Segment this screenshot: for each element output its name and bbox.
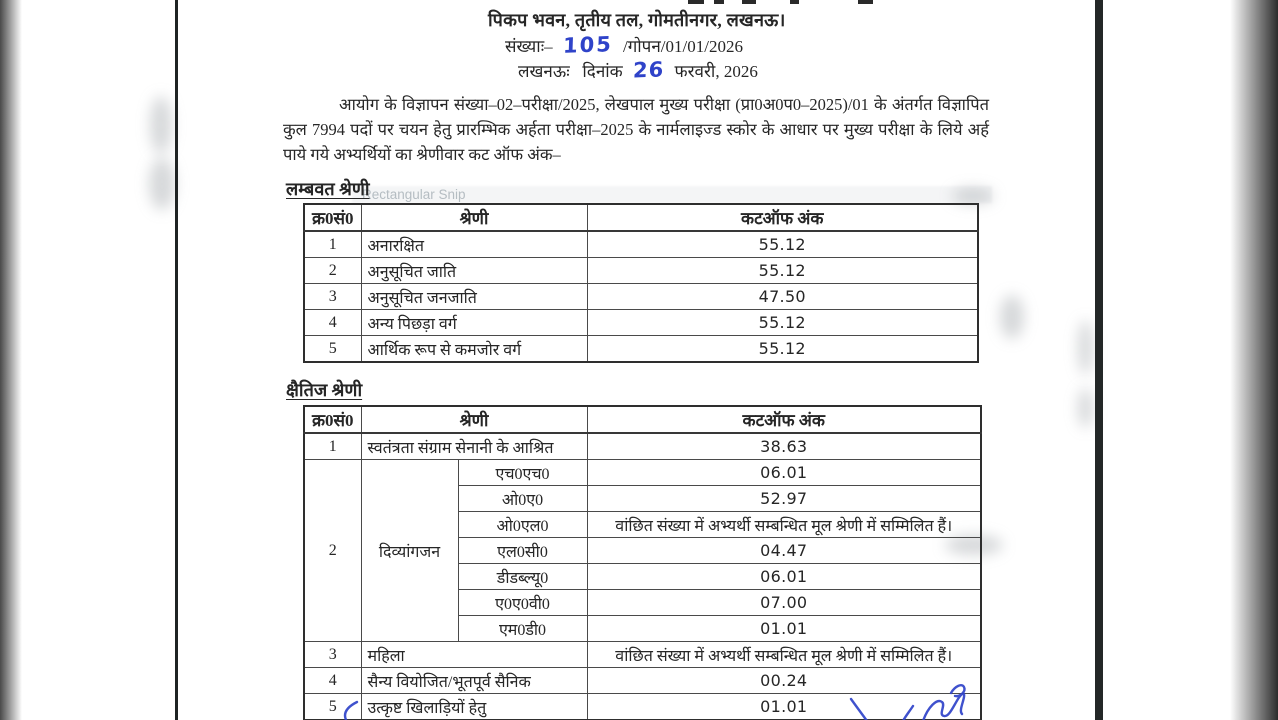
table-row-sportsperson bbox=[304, 694, 981, 720]
cutoff-cell: 47.50 bbox=[587, 284, 978, 310]
cutoff-cell: 06.01 bbox=[587, 460, 981, 486]
handwritten-date-day: 26 bbox=[632, 57, 665, 83]
header-cutoff: कटऑफ अंक bbox=[587, 204, 978, 231]
table-row-female bbox=[304, 642, 981, 668]
horizontal-category-table bbox=[303, 405, 982, 720]
category-cell: महिला bbox=[361, 642, 587, 668]
category-cell: अनुसूचित जनजाति bbox=[361, 284, 587, 310]
photo-shadow-right bbox=[1230, 0, 1278, 720]
category-cell: उत्कृष्ट खिलाड़ियों हेतु bbox=[361, 694, 587, 720]
cutoff-cell: 01.01 bbox=[587, 616, 981, 642]
header-serial: क्र0सं0 bbox=[304, 406, 361, 433]
serial-cell: 3 bbox=[304, 284, 361, 310]
category-cell: आर्थिक रूप से कमजोर वर्ग bbox=[361, 336, 587, 363]
letter-number-prefix: संख्याः– bbox=[505, 37, 553, 56]
vertical-category-table bbox=[303, 203, 979, 363]
serial-cell: 2 bbox=[304, 258, 361, 284]
vertical-category-heading: लम्बवत श्रेणी bbox=[286, 179, 370, 199]
cutoff-cell: 38.63 bbox=[587, 433, 981, 460]
subcategory-cell: एच0एच0 bbox=[458, 460, 587, 486]
serial-cell: 4 bbox=[304, 668, 361, 694]
scan-smudge bbox=[149, 158, 175, 210]
category-cell: अनारक्षित bbox=[361, 231, 587, 258]
city-label: लखनऊः bbox=[518, 62, 570, 81]
category-cell: सैन्य वियोजित/भूतपूर्व सैनिक bbox=[361, 668, 587, 694]
category-cell: स्वतंत्रता संग्राम सेनानी के आश्रित bbox=[361, 433, 587, 460]
cutoff-cell: 01.01 bbox=[587, 694, 981, 720]
date-line bbox=[518, 58, 758, 82]
cutoff-cell: 55.12 bbox=[587, 336, 978, 363]
horizontal-category-heading: क्षैतिज श्रेणी bbox=[286, 380, 363, 400]
serial-cell: 1 bbox=[304, 231, 361, 258]
header-category: श्रेणी bbox=[361, 204, 587, 231]
serial-cell: 5 bbox=[304, 694, 361, 720]
scan-smudge bbox=[1078, 320, 1093, 375]
page-edge-line-right bbox=[1095, 0, 1103, 720]
table-row bbox=[304, 310, 978, 336]
subcategory-cell: ओ0एल0 bbox=[458, 512, 587, 538]
table-row-freedom-fighter bbox=[304, 433, 981, 460]
letter-number-line bbox=[505, 33, 743, 57]
table-row-ex-serviceman bbox=[304, 668, 981, 694]
scan-smudge bbox=[1078, 388, 1093, 428]
scan-smudge bbox=[1000, 295, 1024, 339]
date-month-year: फरवरी, 2026 bbox=[674, 62, 758, 81]
table-row bbox=[304, 284, 978, 310]
scan-smudge bbox=[952, 188, 994, 204]
header-cutoff: कटऑफ अंक bbox=[587, 406, 981, 433]
office-address-line: पिकप भवन, तृतीय तल, गोमतीनगर, लखनऊ। bbox=[488, 10, 786, 30]
table-header-row bbox=[304, 406, 981, 433]
cutoff-note-cell: वांछित संख्या में अभ्यर्थी सम्बन्धित मूल श्रेणी में सम्मिलित हैं। bbox=[587, 642, 981, 668]
cutoff-cell: 55.12 bbox=[587, 231, 978, 258]
cropped-line-remnant bbox=[790, 0, 799, 4]
cropped-line-remnant bbox=[688, 0, 704, 4]
cutoff-cell: 52.97 bbox=[587, 486, 981, 512]
handwritten-letter-number: 105 bbox=[562, 32, 614, 58]
serial-cell: 1 bbox=[304, 433, 361, 460]
table-row bbox=[304, 336, 978, 363]
cutoff-note-cell: वांछित संख्या में अभ्यर्थी सम्बन्धित मूल श्रेणी में सम्मिलित हैं। bbox=[587, 512, 981, 538]
serial-cell: 5 bbox=[304, 336, 361, 363]
subcategory-cell: एल0सी0 bbox=[458, 538, 587, 564]
serial-cell: 3 bbox=[304, 642, 361, 668]
header-serial: क्र0सं0 bbox=[304, 204, 361, 231]
cutoff-cell: 07.00 bbox=[587, 590, 981, 616]
header-category: श्रेणी bbox=[361, 406, 587, 433]
serial-cell: 2 bbox=[304, 460, 361, 642]
subcategory-cell: ए0ए0वी0 bbox=[458, 590, 587, 616]
table-row bbox=[304, 258, 978, 284]
subcategory-cell: डीडब्ल्यू0 bbox=[458, 564, 587, 590]
cropped-line-remnant bbox=[714, 0, 724, 4]
serial-cell: 4 bbox=[304, 310, 361, 336]
cutoff-cell: 55.12 bbox=[587, 258, 978, 284]
table-header-row bbox=[304, 204, 978, 231]
page-edge-line-left bbox=[175, 0, 178, 720]
subcategory-cell: एम0डी0 bbox=[458, 616, 587, 642]
table-row bbox=[304, 231, 978, 258]
category-cell: अनुसूचित जाति bbox=[361, 258, 587, 284]
cutoff-cell: 00.24 bbox=[587, 668, 981, 694]
date-label: दिनांक bbox=[582, 62, 623, 81]
cropped-line-remnant bbox=[742, 0, 756, 4]
cutoff-cell: 06.01 bbox=[587, 564, 981, 590]
letter-number-suffix: /गोपन/01/01/2026 bbox=[622, 37, 743, 56]
table-row-pwd-hh bbox=[304, 460, 981, 486]
snip-overlay-text: Rectangular Snip bbox=[362, 187, 466, 202]
cutoff-cell: 04.47 bbox=[587, 538, 981, 564]
subcategory-cell: ओ0ए0 bbox=[458, 486, 587, 512]
notification-paragraph: आयोग के विज्ञापन संख्या–02–परीक्षा/2025, लेखपाल मुख्य परीक्षा (प्रा0अ0प0–2025)/01 के अंतर्गत विज्ञापित कुल 7994 पदों पर चयन हेतु प्रारम्भिक अर्हता परीक्षा–2025 के नार्मलाइज्ड स्कोर के आधार पर मुख्य परीक्षा के लिये अर्ह पाये गये अभ्यर्थियों का श्रेणीवार कट ऑफ अंक– bbox=[283, 95, 989, 164]
cropped-line-remnant bbox=[858, 0, 873, 4]
scan-smudge bbox=[150, 96, 172, 154]
cutoff-cell: 55.12 bbox=[587, 310, 978, 336]
category-cell: अन्य पिछड़ा वर्ग bbox=[361, 310, 587, 336]
photo-shadow-left bbox=[0, 0, 22, 720]
category-cell-divyangjan: दिव्यांगजन bbox=[361, 460, 458, 642]
